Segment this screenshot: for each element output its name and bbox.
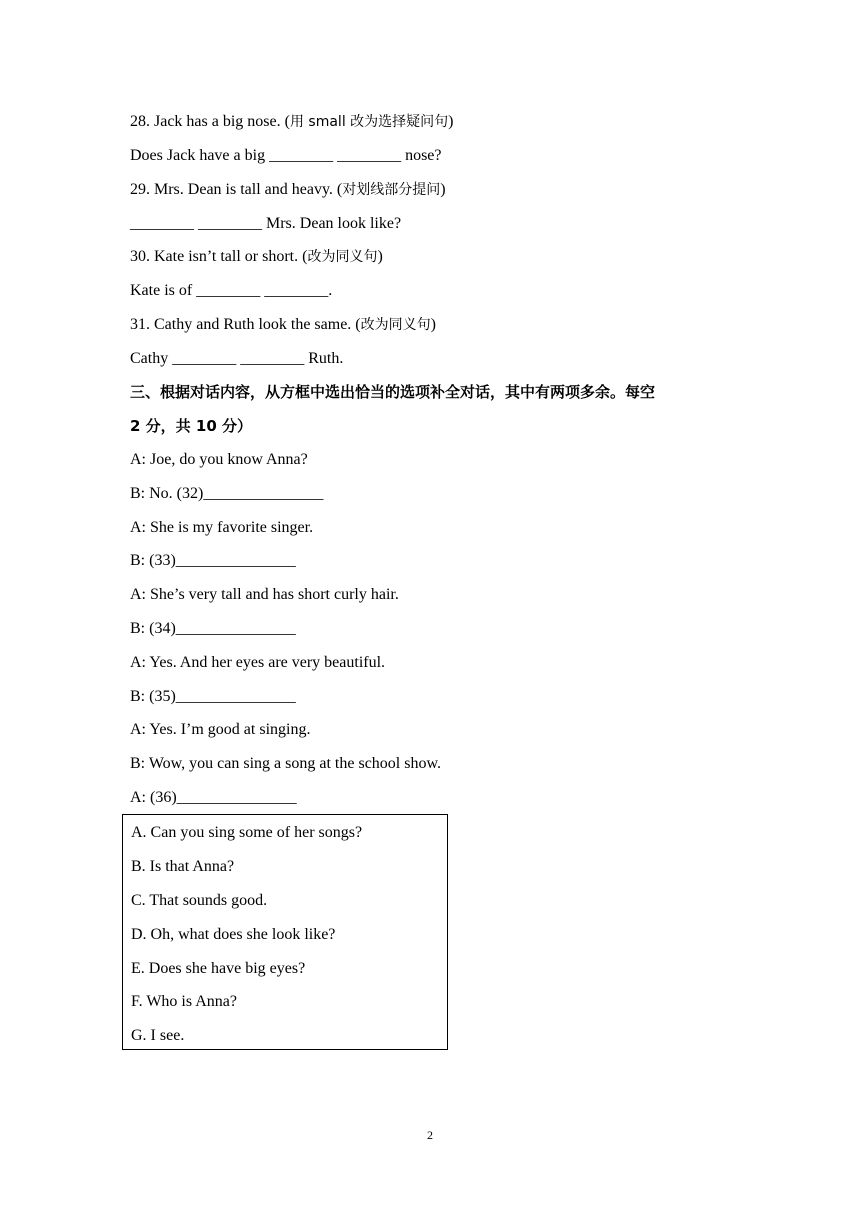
dialogue-line: A: (36)_______________ — [130, 789, 297, 806]
question-29-instruction: 对划线部分提问 — [342, 182, 441, 198]
question-30-instruction: 改为同义句 — [307, 249, 378, 265]
option-item: B. Is that Anna? — [131, 858, 235, 875]
option-item: G. I see. — [131, 1027, 185, 1044]
dialogue-line: A: Yes. And her eyes are very beautiful. — [130, 654, 386, 671]
dialogue-line: A: She is my favorite singer. — [130, 519, 314, 536]
option-item: D. Oh, what does she look like? — [131, 926, 336, 943]
question-29-text: 29. Mrs. Dean is tall and heavy. ( — [130, 181, 343, 198]
question-30-answer: Kate is of ________ ________. — [130, 282, 333, 299]
options-box — [122, 814, 448, 1050]
option-item: E. Does she have big eyes? — [131, 960, 306, 977]
dialogue-line: B: Wow, you can sing a song at the school show. — [130, 755, 441, 772]
section-heading-continued: 2 分，共 10 分） — [130, 417, 252, 435]
question-29-close: ) — [440, 181, 446, 198]
question-29-prompt — [130, 180, 446, 200]
dialogue-line: A: She’s very tall and has short curly hair. — [130, 586, 399, 603]
question-30-text: 30. Kate isn’t tall or short. ( — [130, 248, 308, 265]
question-28-close: ) — [448, 113, 454, 130]
page-number: 2 — [427, 1128, 433, 1142]
question-30-prompt — [130, 247, 383, 267]
dialogue-line: A: Joe, do you know Anna? — [130, 451, 308, 468]
question-31-answer: Cathy ________ ________ Ruth. — [130, 350, 344, 367]
question-28-prompt — [130, 112, 454, 132]
question-29-answer: ________ ________ Mrs. Dean look like? — [130, 215, 402, 232]
dialogue-line: A: Yes. I’m good at singing. — [130, 721, 311, 738]
question-28-text: 28. Jack has a big nose. ( — [130, 113, 290, 130]
question-31-prompt — [130, 315, 436, 335]
question-28-instruction: 用 small 改为选择疑问句 — [289, 114, 449, 130]
question-28-answer: Does Jack have a big ________ ________ nose? — [130, 147, 442, 164]
section-heading: 三、根据对话内容，从方框中选出恰当的选项补全对话，其中有两项多余。每空 — [130, 383, 656, 401]
dialogue-line: B: No. (32)_______________ — [130, 485, 324, 502]
dialogue-line: B: (33)_______________ — [130, 552, 296, 569]
dialogue-line: B: (34)_______________ — [130, 620, 296, 637]
question-31-close: ) — [430, 316, 436, 333]
option-item: F. Who is Anna? — [131, 993, 237, 1010]
question-31-instruction: 改为同义句 — [360, 317, 431, 333]
question-30-close: ) — [377, 248, 383, 265]
option-item: C. That sounds good. — [131, 892, 268, 909]
option-item: A. Can you sing some of her songs? — [131, 824, 363, 841]
question-31-text: 31. Cathy and Ruth look the same. ( — [130, 316, 361, 333]
dialogue-line: B: (35)_______________ — [130, 688, 296, 705]
